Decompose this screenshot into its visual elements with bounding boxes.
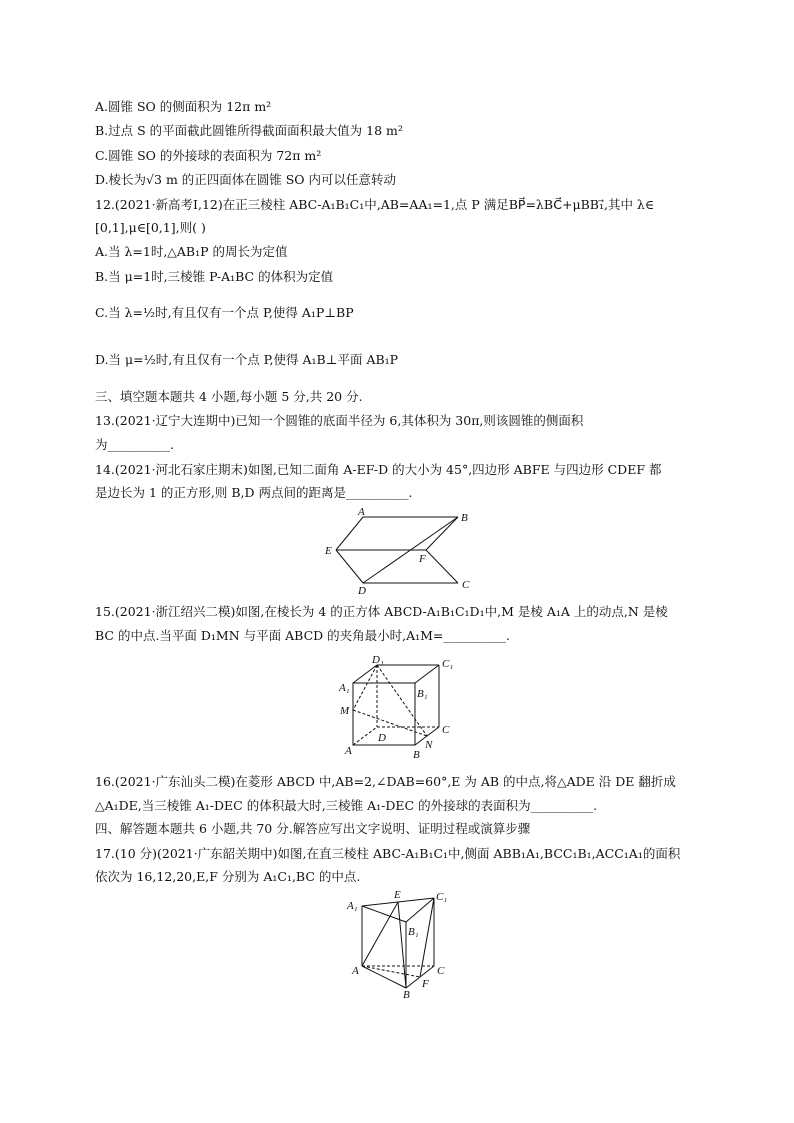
question-17: 17.(10 分)(2021·广东韶关期中)如图,在直三棱柱 ABC-A₁B₁C₁中,侧面 ABB₁A₁,BCC₁B₁,ACC₁A₁的面积: [95, 846, 681, 861]
section-3-heading: 三、填空题本题共 4 小题,每小题 5 分,共 20 分.: [95, 389, 363, 404]
question-12-cont: [0,1],μ∈[0,1],则( ): [95, 220, 206, 235]
label-a1: A₁: [347, 900, 358, 912]
label-b: B: [461, 512, 468, 524]
option-11c: C.圆锥 SO 的外接球的表面积为 72π m²: [95, 148, 322, 163]
label-a: A: [352, 965, 359, 977]
option-11a: A.圆锥 SO 的侧面积为 12π m²: [95, 99, 272, 114]
label-c: C: [442, 724, 450, 736]
question-16-cont: △A₁DE,当三棱锥 A₁-DEC 的体积最大时,三棱锥 A₁-DEC 的外接球的表面积为__________.: [95, 798, 598, 813]
label-b1: B₁: [417, 688, 428, 700]
label-a: A: [345, 745, 352, 757]
figure-dihedral-angle: [318, 505, 478, 595]
question-14: 14.(2021·河北石家庄期末)如图,已知二面角 A-EF-D 的大小为 45°,四边形 ABFE 与四边形 CDEF 都: [95, 462, 662, 477]
question-13: 13.(2021·辽宁大连期中)已知一个圆锥的底面半径为 6,其体积为 30π,则该圆锥的侧面积: [95, 413, 584, 428]
label-b1: B₁: [408, 926, 419, 938]
label-c: C: [462, 579, 470, 591]
question-15-cont: BC 的中点.当平面 D₁MN 与平面 ABCD 的夹角最小时,A₁M=__________.: [95, 628, 510, 643]
label-d1: D₁: [372, 655, 384, 666]
option-12d: D.当 μ=½时,有且仅有一个点 P,使得 A₁B⊥平面 AB₁P: [95, 352, 399, 367]
label-d: D: [378, 732, 386, 744]
label-f: F: [422, 978, 429, 990]
label-e: E: [394, 889, 401, 901]
question-17-cont: 依次为 16,12,20,E,F 分别为 A₁C₁,BC 的中点.: [95, 869, 361, 884]
option-12c: C.当 λ=½时,有且仅有一个点 P,使得 A₁P⊥BP: [95, 305, 354, 320]
label-c1: C₁: [442, 658, 454, 670]
label-c1: C₁: [436, 891, 448, 903]
label-f: F: [419, 553, 426, 565]
label-n: N: [425, 739, 433, 751]
section-4-heading: 四、解答题本题共 6 小题,共 70 分.解答应写出文字说明、证明过程或演算步骤: [95, 821, 531, 836]
option-11b: B.过点 S 的平面截此圆锥所得截面面积最大值为 18 m²: [95, 123, 403, 138]
option-11d: D.棱长为√3 m 的正四面体在圆锥 SO 内可以任意转动: [95, 172, 397, 187]
label-b: B: [413, 749, 420, 761]
label-a: A: [358, 506, 365, 518]
question-12: 12.(2021·新高考Ⅰ,12)在正三棱柱 ABC-A₁B₁C₁中,AB=AA₁=1,点 P 满足BP⃗=λBC⃗+μBB₁⃗,其中 λ∈: [95, 197, 655, 212]
option-12a: A.当 λ=1时,△AB₁P 的周长为定值: [95, 244, 288, 259]
question-14-cont: 是边长为 1 的正方形,则 B,D 两点间的距离是__________.: [95, 485, 413, 500]
label-d: D: [358, 585, 366, 595]
question-13-cont: 为__________.: [95, 437, 174, 452]
label-c: C: [437, 965, 445, 977]
label-a1: A₁: [339, 682, 350, 694]
question-16: 16.(2021·广东汕头二模)在菱形 ABCD 中,AB=2,∠DAB=60°,E 为 AB 的中点,将△ADE 沿 DE 翻折成: [95, 774, 676, 789]
label-m: M: [340, 705, 350, 717]
question-15: 15.(2021·浙江绍兴二模)如图,在棱长为 4 的正方体 ABCD-A₁B₁C₁D₁中,M 是棱 A₁A 上的动点,N 是棱: [95, 604, 668, 619]
figure-prism: [340, 888, 460, 1000]
figure-cube: [335, 655, 465, 765]
label-e: E: [325, 545, 332, 557]
option-12b: B.当 μ=1时,三棱锥 P-A₁BC 的体积为定值: [95, 269, 334, 284]
label-b: B: [403, 989, 410, 1000]
